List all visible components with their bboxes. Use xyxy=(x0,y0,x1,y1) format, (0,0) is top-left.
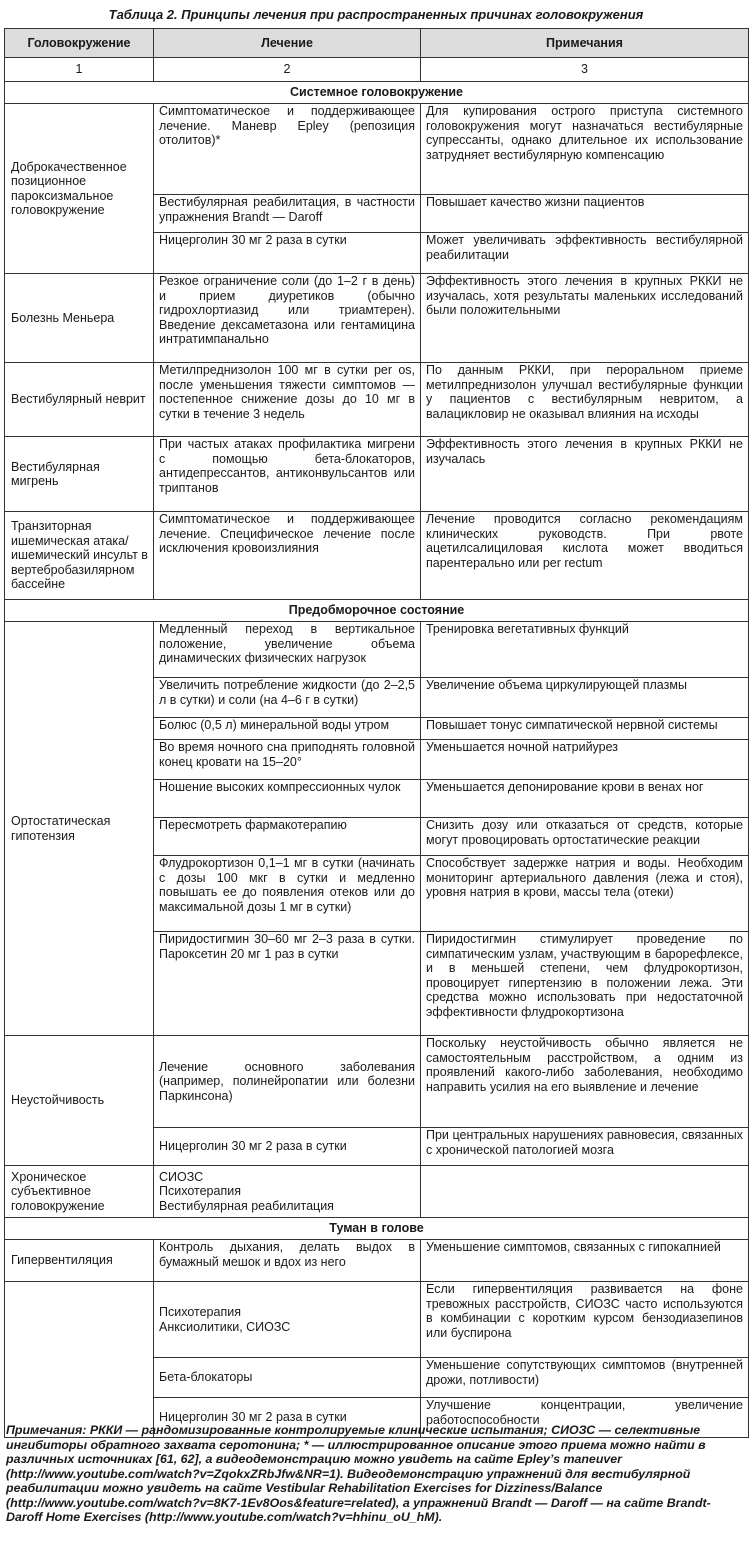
table-row xyxy=(5,1240,749,1282)
note-cell: Повышает тонус симпатической нервной системы xyxy=(421,718,749,740)
note-cell: Может увеличивать эффективность вестибулярной реабилитации xyxy=(421,233,749,274)
column-number: 2 xyxy=(154,58,421,82)
note-cell: Снизить дозу или отказаться от средств, которые могут провоцировать ортостатические реакции xyxy=(421,818,749,856)
treatment-cell: Ницерголин 30 мг 2 раза в сутки xyxy=(154,1398,421,1438)
condition-cell: Неустойчивость xyxy=(5,1036,154,1166)
condition-cell: Транзиторная ишемическая атака/ишемический инсульт в вертебробазилярном бассейне xyxy=(5,512,154,600)
table-row xyxy=(5,1036,749,1128)
treatment-cell xyxy=(154,1166,421,1218)
table-row xyxy=(5,104,749,195)
treatment-cell: Вестибулярная реабилитация, в частности упражнения Brandt — Daroff xyxy=(154,195,421,233)
column-number: 1 xyxy=(5,58,154,82)
footnotes: Примечания: РККИ — рандомизированные контролируемые клинические испытания; СИОЗС — селективные ингибиторы обратного захвата серотонина; * — иллюстрированное описание этого приема можно найти в различных источниках [61, 62], а видеодемонстрацию можно увидеть на сайте Epley’s maneuver (http://www.youtube.com/watch?v=ZqokxZRbJfw&NR=1). Видеодемонстрацию упражнений для вестибулярной реабилитации можно увидеть на сайте Vestibular Rehabilitation Exercises for Dizziness/Balance (http://www.youtube.com/watch?v=8K7-1Ev8Oos&feature=related), а упражнений Brandt — Daroff — на сайте Brandt-Daroff Home Exercises (http://www.youtube.com/watch?v=hhinu_oU_hM). xyxy=(6,1423,711,1524)
note-cell: Увеличение объема циркулирующей плазмы xyxy=(421,678,749,718)
treatment-cell xyxy=(154,1282,421,1358)
note-cell xyxy=(421,1166,749,1218)
note-cell: Уменьшается ночной натрийурез xyxy=(421,740,749,780)
treatment-line: Психотерапия xyxy=(159,1184,241,1199)
header-treatment: Лечение xyxy=(154,29,421,58)
treatment-line: Анксиолитики, СИОЗС xyxy=(159,1319,291,1334)
condition-cell: Доброкачественное позиционное пароксизмальное головокружение xyxy=(5,104,154,274)
treatment-cell: Увеличить потребление жидкости (до 2–2,5 л в сутки) и соли (на 4–6 г в сутки) xyxy=(154,678,421,718)
section-row xyxy=(5,1218,749,1240)
note-cell: Лечение проводится согласно рекомендациям клинических руководств. При рвоте ацетилсалициловая кислота может вводиться парентерально или per rectum xyxy=(421,512,749,600)
table-row xyxy=(5,274,749,363)
condition-cell: Болезнь Меньера xyxy=(5,274,154,363)
note-cell: При центральных нарушениях равновесия, связанных с хронической патологией мозга xyxy=(421,1128,749,1166)
treatment-cell: Бета-блокаторы xyxy=(154,1358,421,1398)
treatment-cell: Медленный переход в вертикальное положение, увеличение объема динамических физических нагрузок xyxy=(154,622,421,678)
table-row xyxy=(5,437,749,512)
note-cell: Поскольку неустойчивость обычно является не самостоятельным расстройством, а одним из проявлений какого-либо заболевания, необходимо направить усилия на его выявление и лечение xyxy=(421,1036,749,1128)
table-row xyxy=(5,622,749,678)
treatment-cell: Ношение высоких компрессионных чулок xyxy=(154,780,421,818)
note-cell: Если гипервентиляция развивается на фоне тревожных расстройств, СИОЗС часто используются в комбинации с коротким курсом бензодиазепинов или буспирона xyxy=(421,1282,749,1358)
treatment-cell: Ницерголин 30 мг 2 раза в сутки xyxy=(154,233,421,274)
note-cell: Эффективность этого лечения в крупных РККИ не изучалась xyxy=(421,437,749,512)
treatment-line: Вестибулярная реабилитация xyxy=(159,1198,334,1213)
treatment-cell: Метилпреднизолон 100 мг в сутки per os, после уменьшения тяжести симптомов — постепенное снижение дозы до 10 мг в сутки в течение 3 недель xyxy=(154,363,421,437)
condition-cell: Ортостатическая гипотензия xyxy=(5,622,154,1036)
treatment-cell: Резкое ограничение соли (до 1–2 г в день) и прием диуретиков (обычно гидрохлортиазид или триамтерен). Введение дексаметазона или гентамицина интратимпанально xyxy=(154,274,421,363)
treatment-cell: Ницерголин 30 мг 2 раза в сутки xyxy=(154,1128,421,1166)
treatment-table xyxy=(4,28,749,1438)
table-row xyxy=(5,363,749,437)
section-row xyxy=(5,600,749,622)
column-number: 3 xyxy=(421,58,749,82)
table-row xyxy=(5,1282,749,1358)
note-cell: Способствует задержке натрия и воды. Необходим мониторинг артериального давления (лежа и стоя), уровня натрия в крови, массы тела (отеки) xyxy=(421,856,749,932)
condition-cell: Хроническое субъективное головокружение xyxy=(5,1166,154,1218)
table-caption: Таблица 2. Принципы лечения при распространенных причинах головокружения xyxy=(108,6,644,22)
treatment-cell: Симптоматическое и поддерживающее лечение. Маневр Epley (репозиция отолитов)* xyxy=(154,104,421,195)
section-title: Предобморочное состояние xyxy=(5,600,749,622)
condition-cell xyxy=(5,1282,154,1438)
header-row xyxy=(5,29,749,58)
treatment-cell: Симптоматическое и поддерживающее лечение. Специфическое лечение после исключения кровоизлияния xyxy=(154,512,421,600)
table-row xyxy=(5,512,749,600)
note-cell: Эффективность этого лечения в крупных РККИ не изучалась, хотя результаты маленьких исследований были положительными xyxy=(421,274,749,363)
treatment-cell: При частых атаках профилактика мигрени с помощью бета-блокаторов, антидепрессантов, антиконвульсантов или триптанов xyxy=(154,437,421,512)
section-title: Системное головокружение xyxy=(5,82,749,104)
condition-cell: Вестибулярный неврит xyxy=(5,363,154,437)
note-cell: Уменьшение сопутствующих симптомов (внутренней дрожи, потливости) xyxy=(421,1358,749,1398)
note-cell: Для купирования острого приступа системного головокружения могут назначаться вестибулярные супрессанты, однако длительное их использование затрудняет вестибулярную компенсацию xyxy=(421,104,749,195)
treatment-cell: Пересмотреть фармакотерапию xyxy=(154,818,421,856)
note-cell: Уменьшается депонирование крови в венах ног xyxy=(421,780,749,818)
note-cell: Уменьшение симптомов, связанных с гипокапнией xyxy=(421,1240,749,1282)
treatment-line: Психотерапия xyxy=(159,1305,241,1319)
condition-cell: Вестибулярная мигрень xyxy=(5,437,154,512)
header-dizziness: Головокружение xyxy=(5,29,154,58)
treatment-cell: Болюс (0,5 л) минеральной воды утром xyxy=(154,718,421,740)
table-row xyxy=(5,1166,749,1218)
column-number-row xyxy=(5,58,749,82)
section-row xyxy=(5,82,749,104)
treatment-cell: Флудрокортизон 0,1–1 мг в сутки (начинать с дозы 100 мкг в сутки и медленно повышать ее до появления отеков или до максимальной дозы 1 мг в сутки) xyxy=(154,856,421,932)
header-notes: Примечания xyxy=(421,29,749,58)
note-cell: Пиридостигмин стимулирует проведение по симпатическим узлам, участвующим в барорефлексе, и в меньшей степени, чем флудрокортизон, провоцирует гипертензию в положении лежа. Эти средства можно использовать при недостаточной эффективности флудрокортизона xyxy=(421,932,749,1036)
treatment-line: СИОЗС xyxy=(159,1169,204,1184)
note-cell: Улучшение концентрации, увеличение работоспособности xyxy=(421,1398,749,1438)
section-title: Туман в голове xyxy=(5,1218,749,1240)
treatment-cell: Пиридостигмин 30–60 мг 2–3 раза в сутки. Пароксетин 20 мг 1 раз в сутки xyxy=(154,932,421,1036)
note-cell: Тренировка вегетативных функций xyxy=(421,622,749,678)
note-cell: Повышает качество жизни пациентов xyxy=(421,195,749,233)
treatment-cell: Лечение основного заболевания (например, полинейропатии или болезни Паркинсона) xyxy=(154,1036,421,1128)
note-cell: По данным РККИ, при пероральном приеме метилпреднизолон улучшал вестибулярные функции у пациентов с вестибулярным невритом, а валацикловир не оказывал влияния на исходы xyxy=(421,363,749,437)
condition-cell: Гипервентиляция xyxy=(5,1240,154,1282)
treatment-cell: Контроль дыхания, делать выдох в бумажный мешок и вдох из него xyxy=(154,1240,421,1282)
treatment-cell: Во время ночного сна приподнять головной конец кровати на 15–20° xyxy=(154,740,421,780)
